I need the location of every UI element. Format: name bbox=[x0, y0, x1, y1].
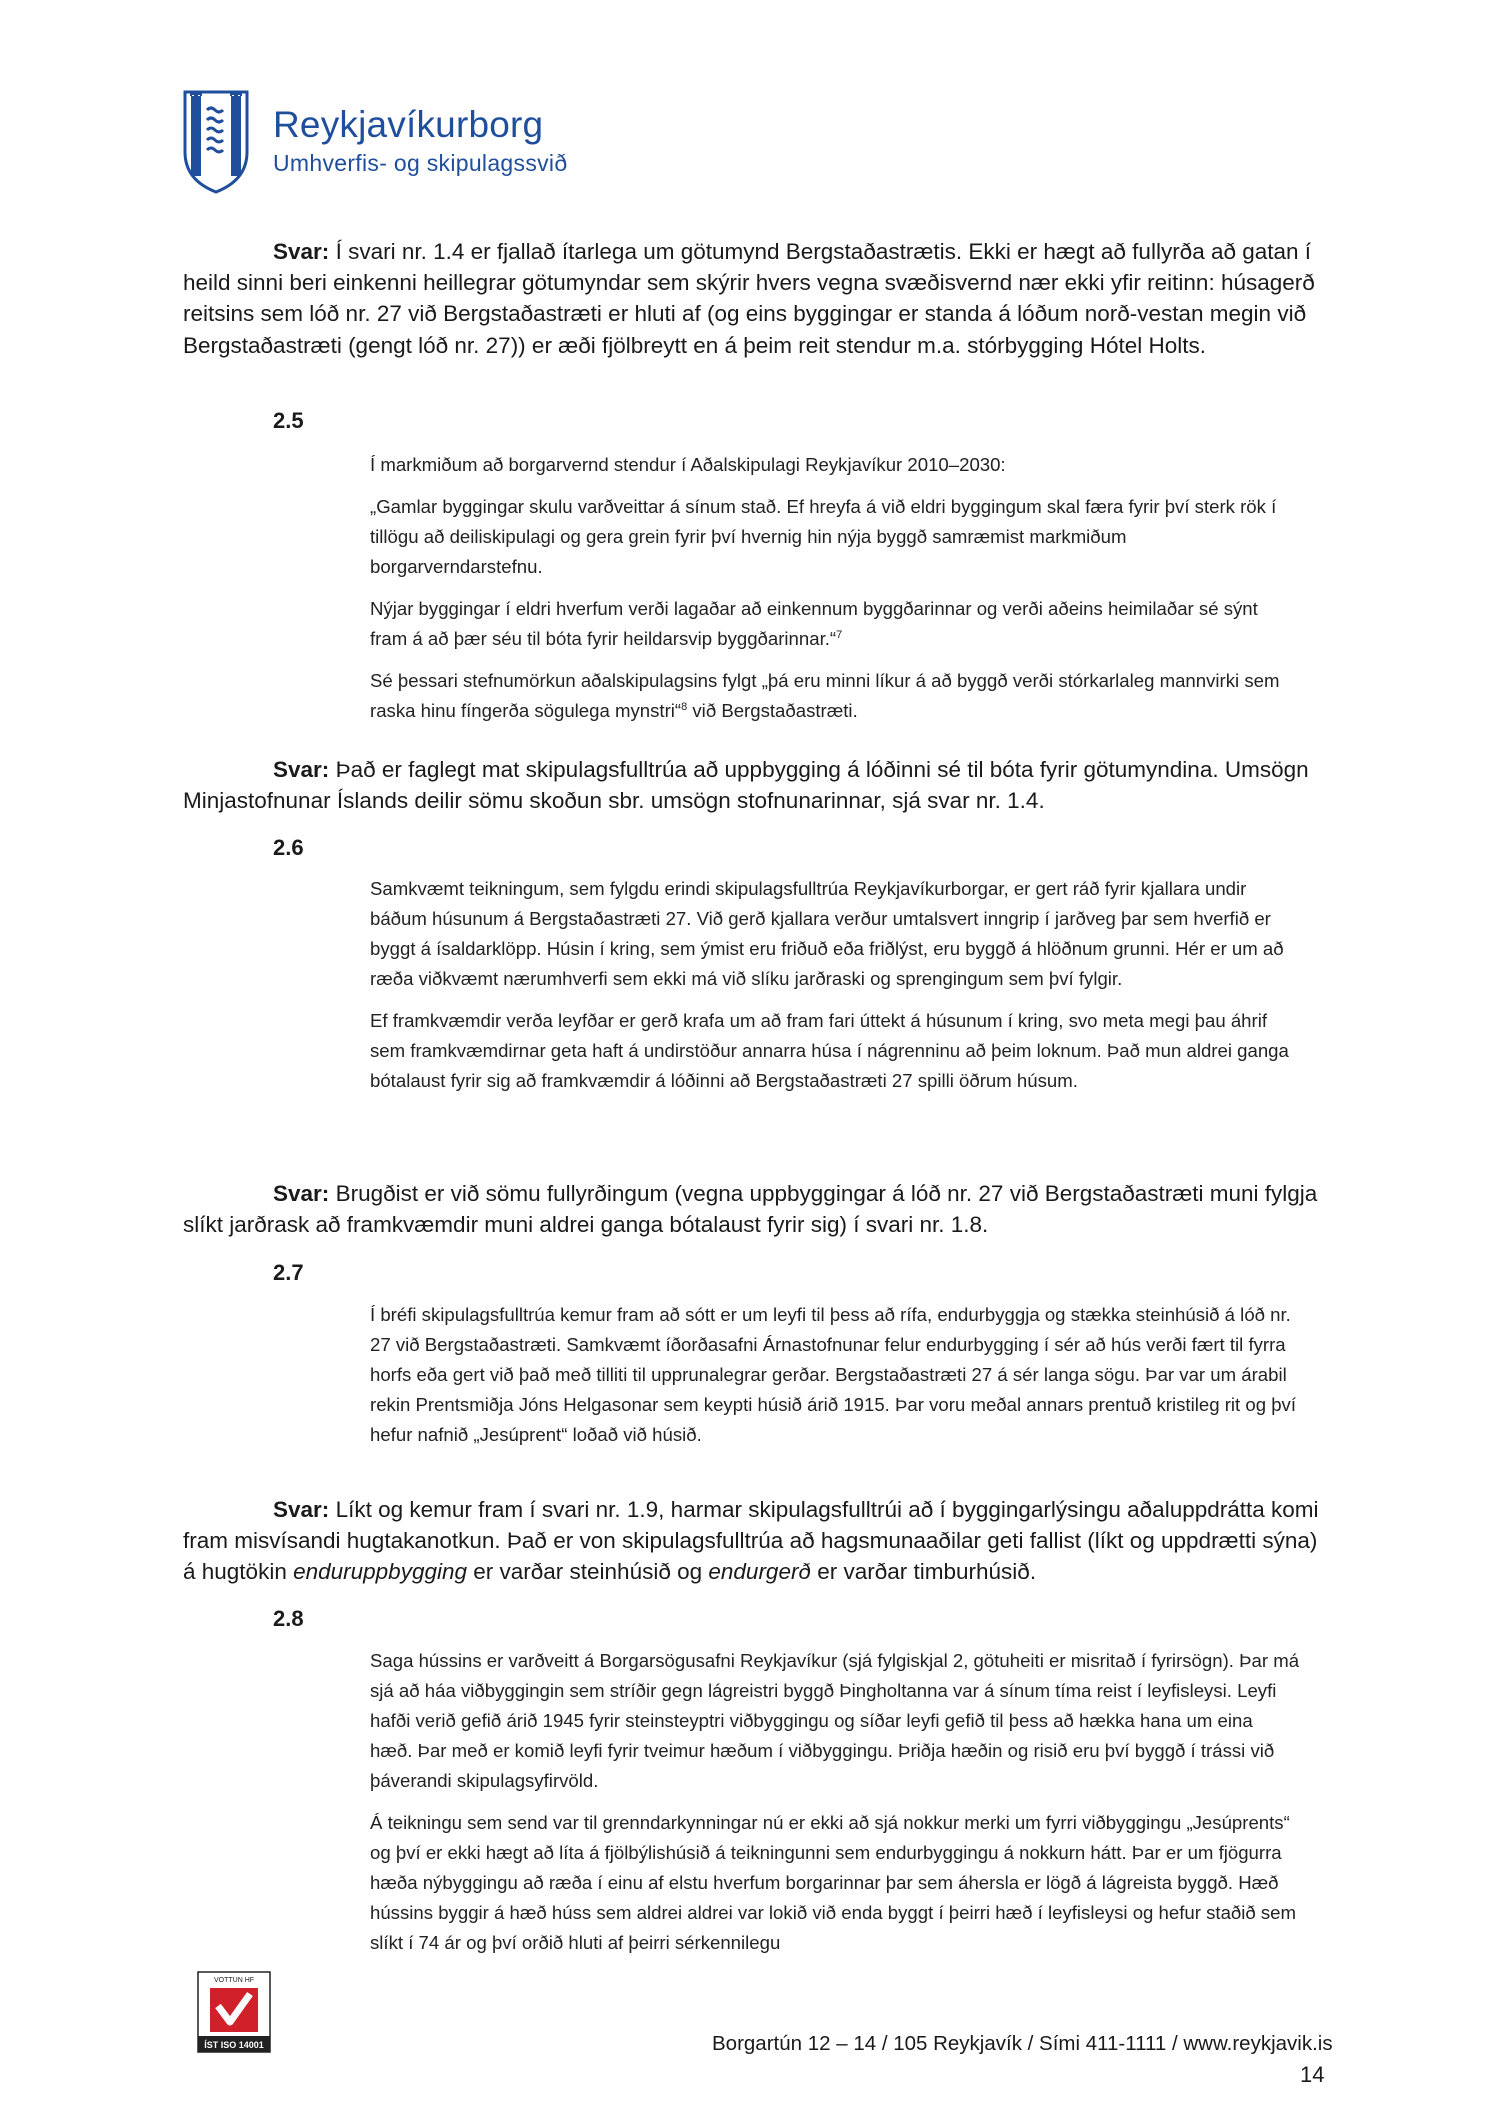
intro-answer-text: Í svari nr. 1.4 er fjallað ítarlega um götumynd Bergstaðastrætis. Ekki er hægt að fullyrða að gatan í heild sinni beri einkenni heillegrar götumyndar sem skýrir hvers vegna svæðisvernd nær ekki yfir reitinn: húsagerð reitsins sem lóð nr. 27 við Bergstaðastræti er hluti af (og eins byggingar er standa á lóðum norð-vestan megin við Bergstaðastræti (gengt lóð nr. 27)) er æði fjölbreytt en á þeim reit stendur m.a. stórbygging Hótel Holts. bbox=[183, 239, 1315, 358]
section-number-2-5: 2.5 bbox=[273, 408, 304, 433]
answer-text: Brugðist er við sömu fullyrðingum (vegna uppbyggingar á lóð nr. 27 við Bergstaðastræti muni fylgja slíkt jarðrask að framkvæmdir muni aldrei ganga bótalaust fyrir sig) í svari nr. 1.8. bbox=[183, 1181, 1318, 1238]
quote-text: Sé þessari stefnumörkun aðalskipulagsins fylgt „þá eru minni líkur á að byggð verði stórkarlaleg mannvirki sem raska hinu fíngerða sögulega mynstri“ bbox=[370, 670, 1280, 721]
reykjavik-shield-icon bbox=[183, 90, 249, 194]
quote-paragraph bbox=[370, 666, 1300, 726]
quote-paragraph: Í markmiðum að borgarvernd stendur í Aðalskipulagi Reykjavíkur 2010–2030: bbox=[370, 454, 1006, 475]
cert-top-label: VOTTUN HF bbox=[213, 1977, 255, 1984]
section-number-2-8: 2.8 bbox=[273, 1606, 304, 1631]
answer-label: Svar: bbox=[273, 239, 330, 264]
answer-label: Svar: bbox=[273, 757, 330, 782]
quote-paragraph: „Gamlar byggingar skulu varðveittar á sínum stað. Ef hreyfa á við eldri byggingum skal færa fyrir því sterk rök í tillögu að deiliskipulagi og gera grein fyrir því hvernig hin nýja byggð samræmist markmiðum borgarverndarstefnu. bbox=[370, 496, 1277, 577]
answer-label: Svar: bbox=[273, 1497, 330, 1522]
answer-text: Það er faglegt mat skipulagsfulltrúa að uppbygging á lóðinni sé til bóta fyrir götumyndina. Umsögn Minjastofnunar Íslands deilir sömu skoðun sbr. umsögn stofnunarinnar, sjá svar nr. 1.4. bbox=[183, 757, 1309, 814]
quote-2-7 bbox=[370, 1300, 1300, 1462]
section-number-2-6: 2.6 bbox=[273, 835, 304, 860]
iso-certification-logo bbox=[196, 1970, 272, 2054]
header-logo bbox=[183, 90, 567, 194]
intro-answer-paragraph bbox=[183, 236, 1333, 361]
answer-label: Svar: bbox=[273, 1181, 330, 1206]
cert-bottom-label: ÍST ISO 14001 bbox=[204, 2040, 264, 2050]
org-name: Reykjavíkurborg bbox=[273, 104, 544, 145]
answer-2-6 bbox=[183, 1178, 1333, 1240]
quote-2-8 bbox=[370, 1646, 1300, 1970]
quote-paragraph bbox=[370, 594, 1300, 654]
page-number: 14 bbox=[1300, 2062, 1325, 2087]
department-name: Umhverfis- og skipulagssvið bbox=[273, 150, 568, 176]
answer-2-5 bbox=[183, 754, 1333, 816]
answer-2-7 bbox=[183, 1494, 1333, 1588]
footnote-ref: 7 bbox=[836, 628, 843, 641]
answer-text: Líkt og kemur fram í svari nr. 1.9, harmar skipulagsfulltrúi að í byggingarlýsingu aðaluppdrátta komi fram misvísandi hugtakanotkun. Það er von skipulagsfulltrúa að hagsmunaaðilar geti fallist (líkt og uppdrætti sýna) á hugtökin bbox=[183, 1497, 1319, 1585]
answer-text: er varðar steinhúsið og bbox=[467, 1559, 709, 1585]
quote-text: Nýjar byggingar í eldri hverfum verði lagaðar að einkennum byggðarinnar og verði aðeins heimilaðar sé sýnt fram á að þær séu til bóta fyrir heildarsvip byggðarinnar.“ bbox=[370, 598, 1258, 649]
quote-paragraph: Í bréfi skipulagsfulltrúa kemur fram að sótt er um leyfi til þess að rífa, endurbyggja og stækka steinhúsið á lóð nr. 27 við Bergstaðastræti. Samkvæmt íðorðasafni Árnastofnunar felur endurbygging í sér að hús verði fært til fyrra horfs eða gert við það með tilliti til upprunalegrar gerðar. Bergstaðastræti 27 á sér langa sögu. Þar var um árabil rekin Prentsmiðja Jóns Helgasonar sem keypti húsið árið 1915. Þar voru meðal annars prentuð kristileg rit og því hefur nafnið „Jesúprent“ loðað við húsið. bbox=[370, 1304, 1297, 1445]
quote-paragraph: Saga hússins er varðveitt á Borgarsögusafni Reykjavíkur (sjá fylgiskjal 2, götuheiti er misritað í fyrirsögn). Þar má sjá að háa viðbyggingin sem stríðir gegn lágreistri byggð Þingholtanna var á sínum tíma reist í leyfisleysi. Leyfi hafði verið gefið árið 1945 fyrir steinsteyptri viðbyggingu og síðar leyfi gefið til þess að hækka hana um eina hæð. Þar með er komið leyfi fyrir tveimur hæðum í viðbyggingu. Þriðja hæðin og risið eru því byggð í trássi við þáverandi skipulagsyfirvöld. bbox=[370, 1650, 1300, 1791]
quote-2-5 bbox=[370, 450, 1300, 738]
section-number-2-7: 2.7 bbox=[273, 1260, 304, 1285]
answer-text: er varðar timburhúsið. bbox=[810, 1559, 1037, 1585]
quote-text: við Bergstaðastræti. bbox=[687, 700, 858, 721]
quote-paragraph: Ef framkvæmdir verða leyfðar er gerð krafa um að fram fari úttekt á húsunum í kring, svo meta megi þau áhrif sem framkvæmdirnar geta haft á undirstöður annarra húsa í nágrenninu að þeim loknum. Það mun aldrei ganga bótalaust fyrir sig að framkvæmdir á lóðinni að Bergstaðastræti 27 spilli öðrum húsum. bbox=[370, 1010, 1289, 1091]
quote-paragraph: Samkvæmt teikningum, sem fylgdu erindi skipulagsfulltrúa Reykjavíkurborgar, er gert ráð fyrir kjallara undir báðum húsunum á Bergstaðastræti 27. Við gerð kjallara verður umtalsvert inngrip í jarðveg þar sem hverfið er byggt á ísaldarklöpp. Húsin í kring, sem ýmist eru friðuð eða friðlýst, eru byggð á hlöðnum grunni. Hér er um að ræða viðkvæmt nærumhverfi sem ekki má við slíku jarðraski og sprengingum sem því fylgir. bbox=[370, 878, 1284, 989]
footer-address: Borgartún 12 – 14 / 105 Reykjavík / Sími 411-1111 / www.reykjavik.is bbox=[712, 2032, 1333, 2055]
quote-paragraph: Á teikningu sem send var til grenndarkynningar nú er ekki að sjá nokkur merki um fyrri viðbyggingu „Jesúprents“ og því er ekki hægt að líta á fjölbýlishúsið á teikningunni sem endurbyggingu á nokkurn hátt. Þar er um fjögurra hæða nýbyggingu að ræða í einu af elstu hverfum borgarinnar þar sem áhersla er lögð á lágreista byggð. Hæð hússins byggir á hæð húss sem aldrei aldrei var lokið við enda byggt í þeirri hæð í leyfisleysi og hefur staðið sem slíkt í 74 ár og því orðið hluti af þeirri sérkennilegu bbox=[370, 1812, 1297, 1953]
term-enduruppbygging: enduruppbygging bbox=[293, 1559, 467, 1585]
term-endurgerd: endurgerð bbox=[708, 1559, 811, 1585]
quote-2-6 bbox=[370, 874, 1300, 1108]
footnote-ref: 8 bbox=[681, 700, 688, 713]
